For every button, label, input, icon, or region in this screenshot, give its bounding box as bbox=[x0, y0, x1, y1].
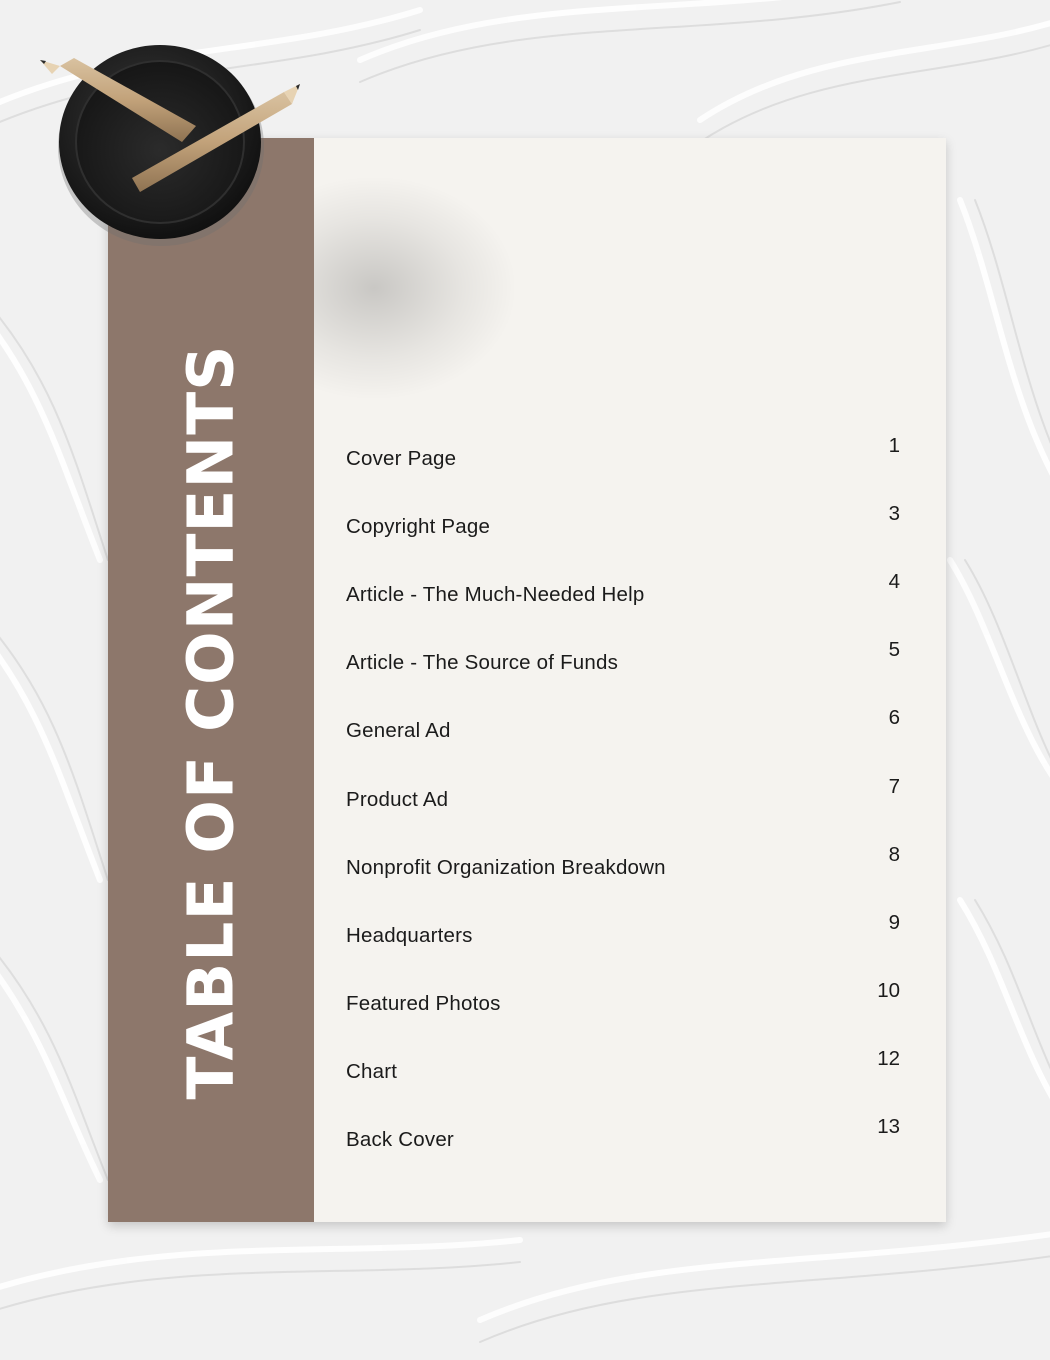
toc-entry[interactable] bbox=[346, 1115, 902, 1183]
toc-entry-page: 7 bbox=[888, 775, 900, 798]
toc-entry[interactable] bbox=[346, 502, 902, 570]
toc-entry-label: Cover Page bbox=[346, 447, 457, 470]
toc-entry-label: Article - The Much-Needed Help bbox=[346, 583, 645, 606]
toc-entry-page: 4 bbox=[888, 570, 900, 593]
toc-entry[interactable] bbox=[346, 911, 902, 979]
toc-entry-label: Headquarters bbox=[346, 924, 473, 947]
toc-entry[interactable] bbox=[346, 706, 902, 774]
toc-entry-label: Nonprofit Organization Breakdown bbox=[346, 856, 666, 879]
toc-entry-label: Featured Photos bbox=[346, 992, 501, 1015]
pencil-cup-decoration bbox=[0, 0, 330, 270]
toc-entry-page: 5 bbox=[888, 638, 900, 661]
toc-entry[interactable] bbox=[346, 570, 902, 638]
toc-entry-page: 10 bbox=[877, 979, 900, 1002]
toc-entry[interactable] bbox=[346, 775, 902, 843]
toc-entry-label: Back Cover bbox=[346, 1128, 454, 1151]
toc-entry[interactable] bbox=[346, 434, 902, 502]
toc-entry-page: 9 bbox=[888, 911, 900, 934]
toc-entry-page: 8 bbox=[888, 843, 900, 866]
page-title: TABLE OF CONTENTS bbox=[174, 344, 248, 1100]
toc-entry-page: 6 bbox=[888, 706, 900, 729]
toc-entry-label: Chart bbox=[346, 1060, 398, 1083]
toc-entry-page: 12 bbox=[877, 1047, 900, 1070]
toc-entry[interactable] bbox=[346, 979, 902, 1047]
toc-entry-page: 13 bbox=[877, 1115, 900, 1138]
toc-entry[interactable] bbox=[346, 638, 902, 706]
toc-entry-label: Article - The Source of Funds bbox=[346, 651, 619, 674]
toc-entry-page: 3 bbox=[888, 502, 900, 525]
toc-entry-label: Copyright Page bbox=[346, 515, 491, 538]
toc-entry-label: General Ad bbox=[346, 719, 451, 742]
toc-entry-page: 1 bbox=[888, 434, 900, 457]
toc-entry[interactable] bbox=[346, 843, 902, 911]
document-page bbox=[108, 138, 946, 1222]
toc-list bbox=[108, 138, 946, 1222]
toc-entry[interactable] bbox=[346, 1047, 902, 1115]
toc-entry-label: Product Ad bbox=[346, 788, 449, 811]
